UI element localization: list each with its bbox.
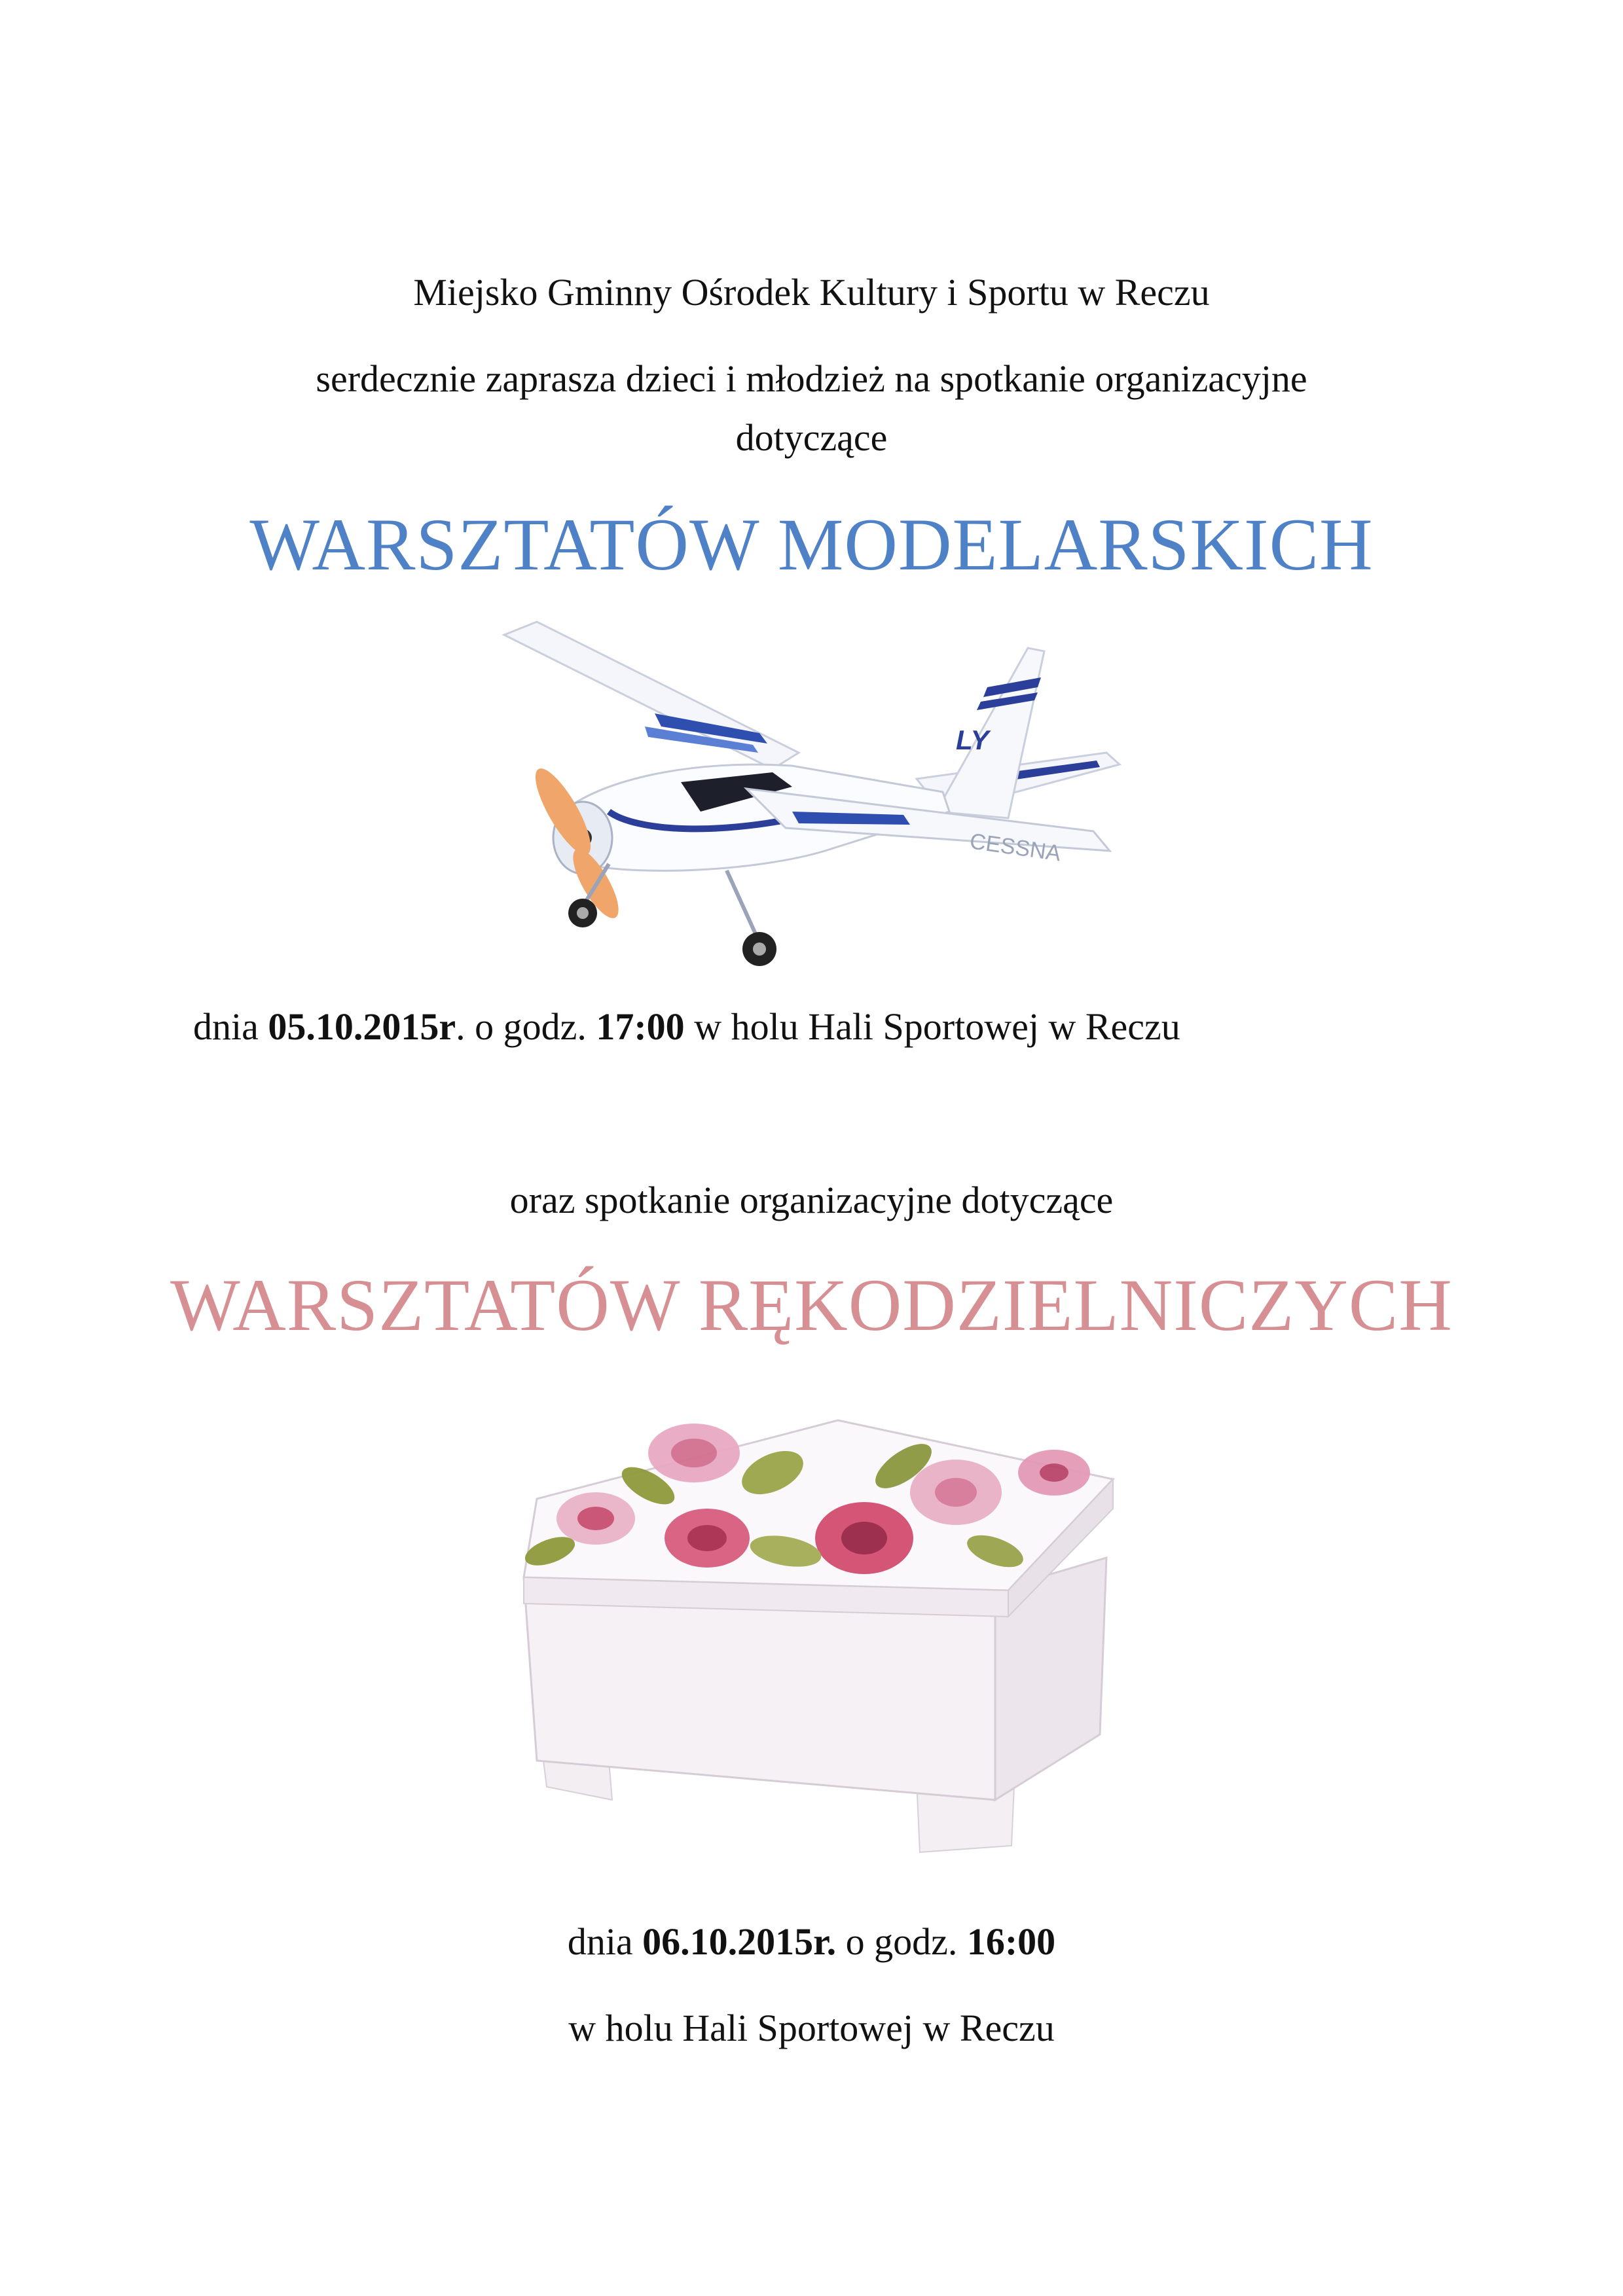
event1-date: 05.10.2015r [268, 1005, 456, 1048]
decorated-floral-box-illustration [498, 1394, 1126, 1865]
svg-text:LY: LY [956, 725, 989, 755]
invitation-line-2: dotyczące [735, 416, 888, 459]
event2-date-suffix: o godz. [845, 1920, 958, 1963]
model-airplane-illustration [484, 615, 1126, 982]
svg-text:CESSNA: CESSNA [968, 829, 1063, 867]
event2-date-line [0, 1920, 1623, 1963]
event2-date: 06.10.2015r. [642, 1920, 837, 1963]
event1-date-suffix: . o godz. [456, 1005, 587, 1048]
event1-time: 17:00 [596, 1005, 685, 1048]
event2-title: WARSZTATÓW RĘKODZIELNICZYCH [170, 1265, 1453, 1346]
event2-time: 16:00 [966, 1920, 1056, 1963]
event2-intro: oraz spotkanie organizacyjne dotyczące [509, 1179, 1114, 1221]
event2-place: w holu Hali Sportowej w Reczu [568, 2007, 1055, 2049]
event1-date-line [193, 1005, 1503, 1048]
invitation-line-1: serdecznie zaprasza dzieci i młodzież na spotkanie organizacyjne [316, 357, 1307, 400]
event1-title: WARSZTATÓW MODELARSKICH [249, 504, 1374, 586]
organizer-name: Miejsko Gminny Ośrodek Kultury i Sportu w Reczu [413, 271, 1210, 314]
event1-date-prefix: dnia [193, 1005, 259, 1048]
event1-place: w holu Hali Sportowej w Reczu [694, 1005, 1180, 1048]
event2-date-prefix: dnia [567, 1920, 633, 1963]
